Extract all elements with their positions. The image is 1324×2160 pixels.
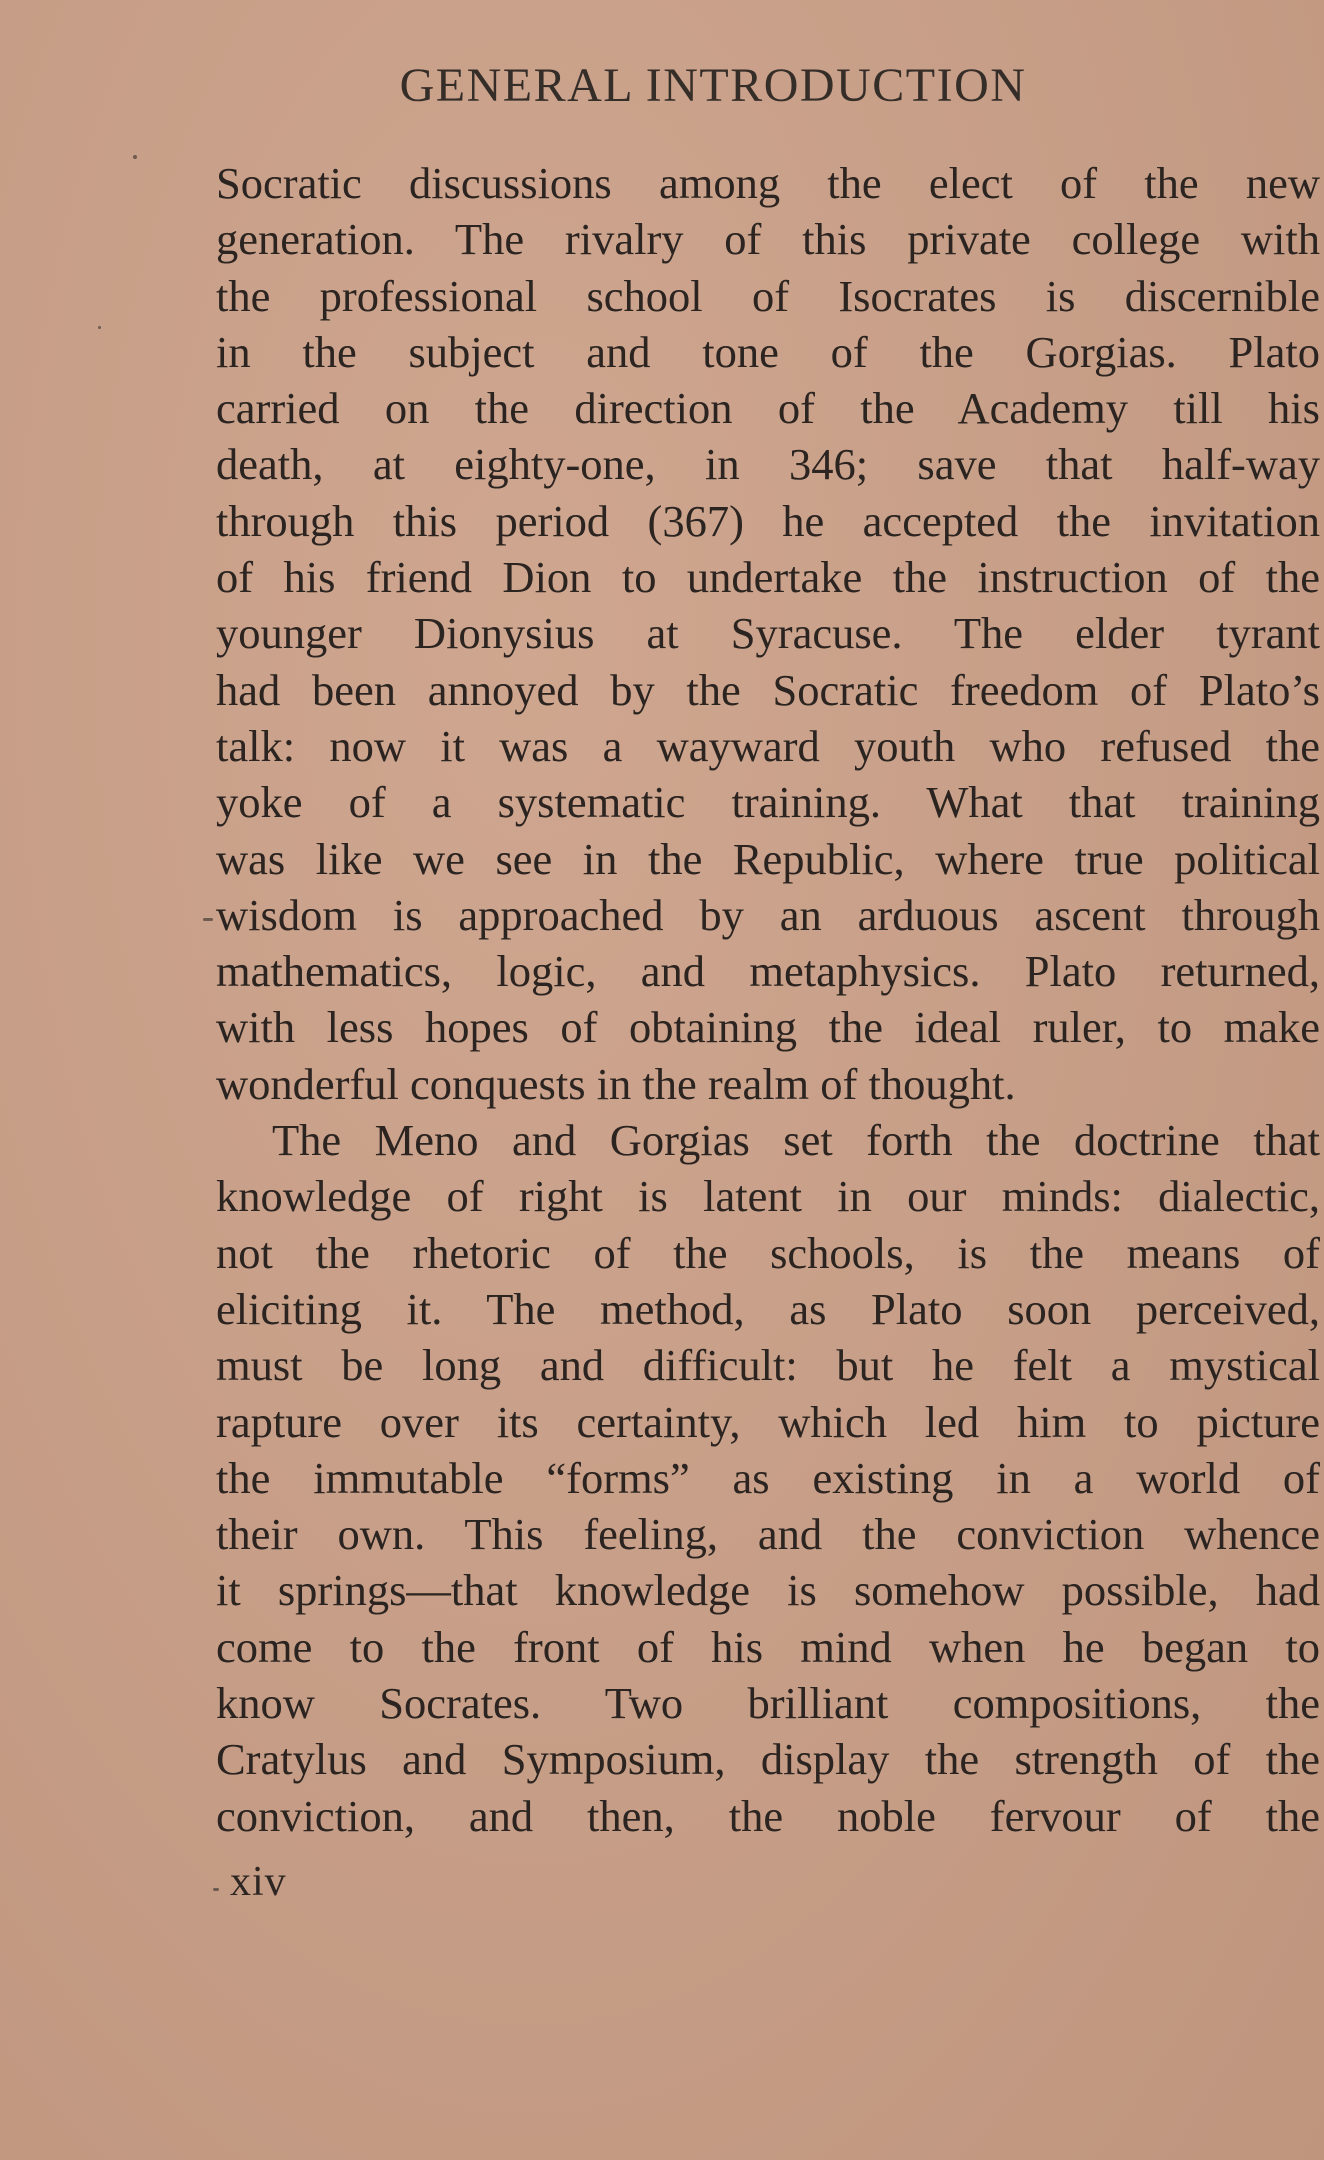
- text-line: death, at eighty-one, in 346; save that half-way: [216, 439, 1320, 490]
- text-line: the immutable “forms” as existing in a world of: [216, 1452, 1320, 1503]
- text-line: in the subject and tone of the Gorgias. Plato: [216, 326, 1320, 377]
- text-line: their own. This feeling, and the conviction whence: [216, 1509, 1320, 1560]
- text-line: carried on the direction of the Academy till his: [216, 383, 1320, 434]
- text-line: it springs—that knowledge is somehow possible, had: [216, 1565, 1320, 1616]
- text-line: with less hopes of obtaining the ideal ruler, to make: [216, 1002, 1320, 1053]
- text-line: eliciting it. The method, as Plato soon perceived,: [216, 1283, 1320, 1334]
- text-line: yoke of a systematic training. What that training: [216, 777, 1320, 828]
- running-header: [0, 58, 1324, 113]
- text-line: talk: now it was a wayward youth who refused the: [216, 720, 1320, 771]
- text-line: not the rhetoric of the schools, is the means of: [216, 1227, 1320, 1278]
- paper-speck: [98, 326, 101, 329]
- text-line: come to the front of his mind when he began to: [216, 1621, 1320, 1672]
- text-line: generation. The rivalry of this private college with: [216, 214, 1320, 265]
- text-line: younger Dionysius at Syracuse. The elder tyrant: [216, 608, 1320, 659]
- body-text: [216, 155, 1320, 1844]
- text-line: The Meno and Gorgias set forth the doctrine that: [272, 1115, 1320, 1166]
- text-line: Socratic discussions among the elect of the new: [216, 158, 1320, 208]
- text-line: wisdom is approached by an arduous ascent through: [216, 889, 1320, 940]
- paper-speck: [213, 1888, 219, 1891]
- text-line: wonderful conquests in the realm of thought.: [216, 1058, 1016, 1109]
- text-line: Cratylus and Symposium, display the strength of the: [216, 1734, 1320, 1785]
- text-line: rapture over its certainty, which led him to picture: [216, 1396, 1320, 1447]
- text-line: knowledge of right is latent in our minds: dialectic,: [216, 1171, 1320, 1222]
- text-line: was like we see in the Republic, where true political: [216, 833, 1320, 884]
- text-line: of his friend Dion to undertake the instruction of the: [216, 552, 1320, 603]
- text-line: know Socrates. Two brilliant compositions, the: [216, 1678, 1320, 1729]
- paragraph-1: [216, 155, 1320, 1112]
- text-line: must be long and difficult: but he felt a mystical: [216, 1340, 1320, 1391]
- paper-speck: [133, 155, 137, 159]
- paper-speck: [203, 918, 213, 921]
- paragraph-2: [216, 1112, 1320, 1844]
- page-title: GENERAL INTRODUCTION: [399, 59, 1027, 112]
- text-line: had been annoyed by the Socratic freedom of Plato’s: [216, 664, 1320, 715]
- page-number: xiv: [230, 1859, 287, 1905]
- text-line: through this period (367) he accepted the invitation: [216, 495, 1320, 546]
- text-line: the professional school of Isocrates is discernible: [216, 270, 1320, 321]
- text-line: conviction, and then, the noble fervour of the: [216, 1790, 1320, 1841]
- text-line: mathematics, logic, and metaphysics. Plato returned,: [216, 946, 1320, 997]
